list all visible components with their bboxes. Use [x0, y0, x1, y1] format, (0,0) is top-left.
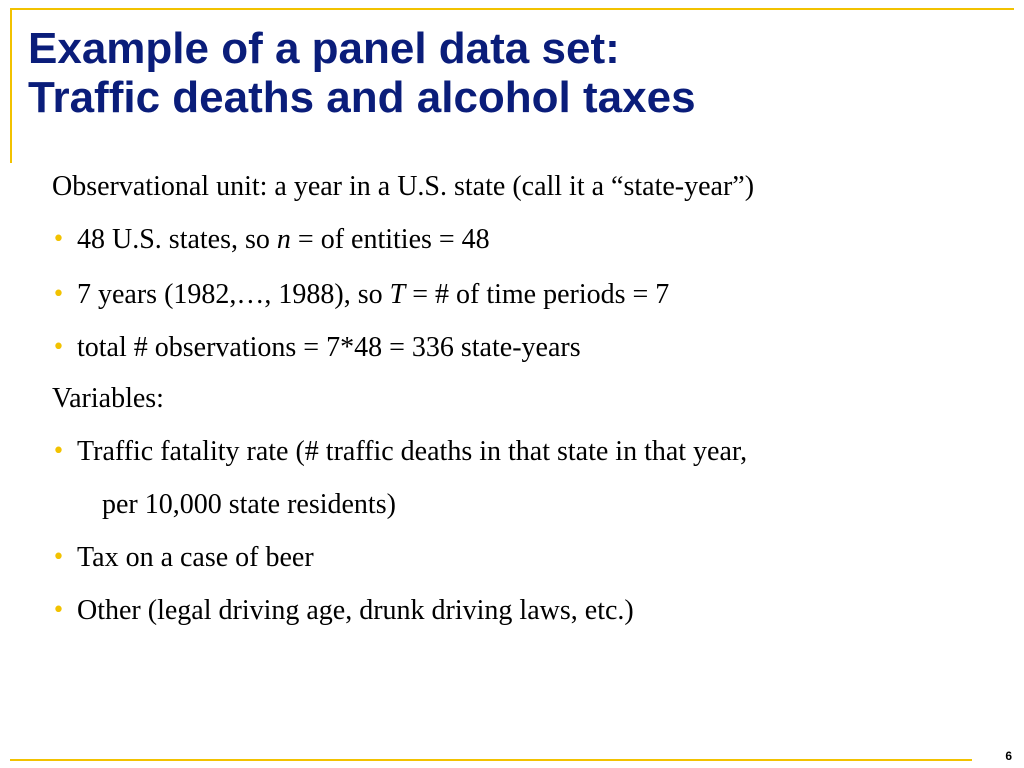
bullet-entities-variable: n: [276, 224, 291, 255]
bullet-other: [52, 595, 634, 627]
bullet-periods-text-pre: 7 years (1982,…, 1988), so: [77, 279, 390, 310]
left-rule: [10, 8, 12, 163]
slide-title-line-1: Example of a panel data set:: [28, 24, 620, 73]
bullet-observations-text: total # observations = 7*48 = 336 state-years: [77, 332, 581, 363]
bullet-icon: •: [52, 282, 65, 307]
slide-title-line-2: Traffic deaths and alcohol taxes: [28, 73, 696, 122]
bullet-fatality-rate: [52, 436, 748, 468]
bullet-entities-text-post: = of entities = 48: [290, 224, 490, 255]
bullet-observations: [52, 332, 581, 364]
bullet-icon: •: [52, 545, 65, 570]
bullet-entities: [52, 224, 490, 256]
bullet-beer-tax-text: Tax on a case of beer: [77, 542, 314, 573]
page-number: 6: [1005, 749, 1012, 763]
bullet-fatality-rate-text: Traffic fatality rate (# traffic deaths in that state in that year,: [77, 436, 748, 467]
top-rule: [10, 8, 1014, 10]
unit-heading: Observational unit: a year in a U.S. state (call it a “state-year”): [52, 171, 755, 202]
bullet-icon: •: [52, 598, 65, 623]
variables-heading: Variables:: [52, 383, 164, 414]
bullet-periods-variable: T: [389, 279, 406, 310]
bullet-entities-text-pre: 48 U.S. states, so: [77, 224, 277, 255]
bullet-icon: •: [52, 227, 65, 252]
bottom-rule: [10, 759, 972, 761]
bullet-beer-tax: [52, 542, 314, 574]
bullet-icon: •: [52, 335, 65, 360]
bullet-fatality-rate-continued: per 10,000 state residents): [102, 489, 396, 520]
slide-title: [28, 24, 696, 122]
bullet-icon: •: [52, 439, 65, 464]
bullet-other-text: Other (legal driving age, drunk driving laws, etc.): [77, 595, 634, 626]
bullet-periods-text-post: = # of time periods = 7: [405, 279, 670, 310]
bullet-periods: [52, 279, 670, 311]
